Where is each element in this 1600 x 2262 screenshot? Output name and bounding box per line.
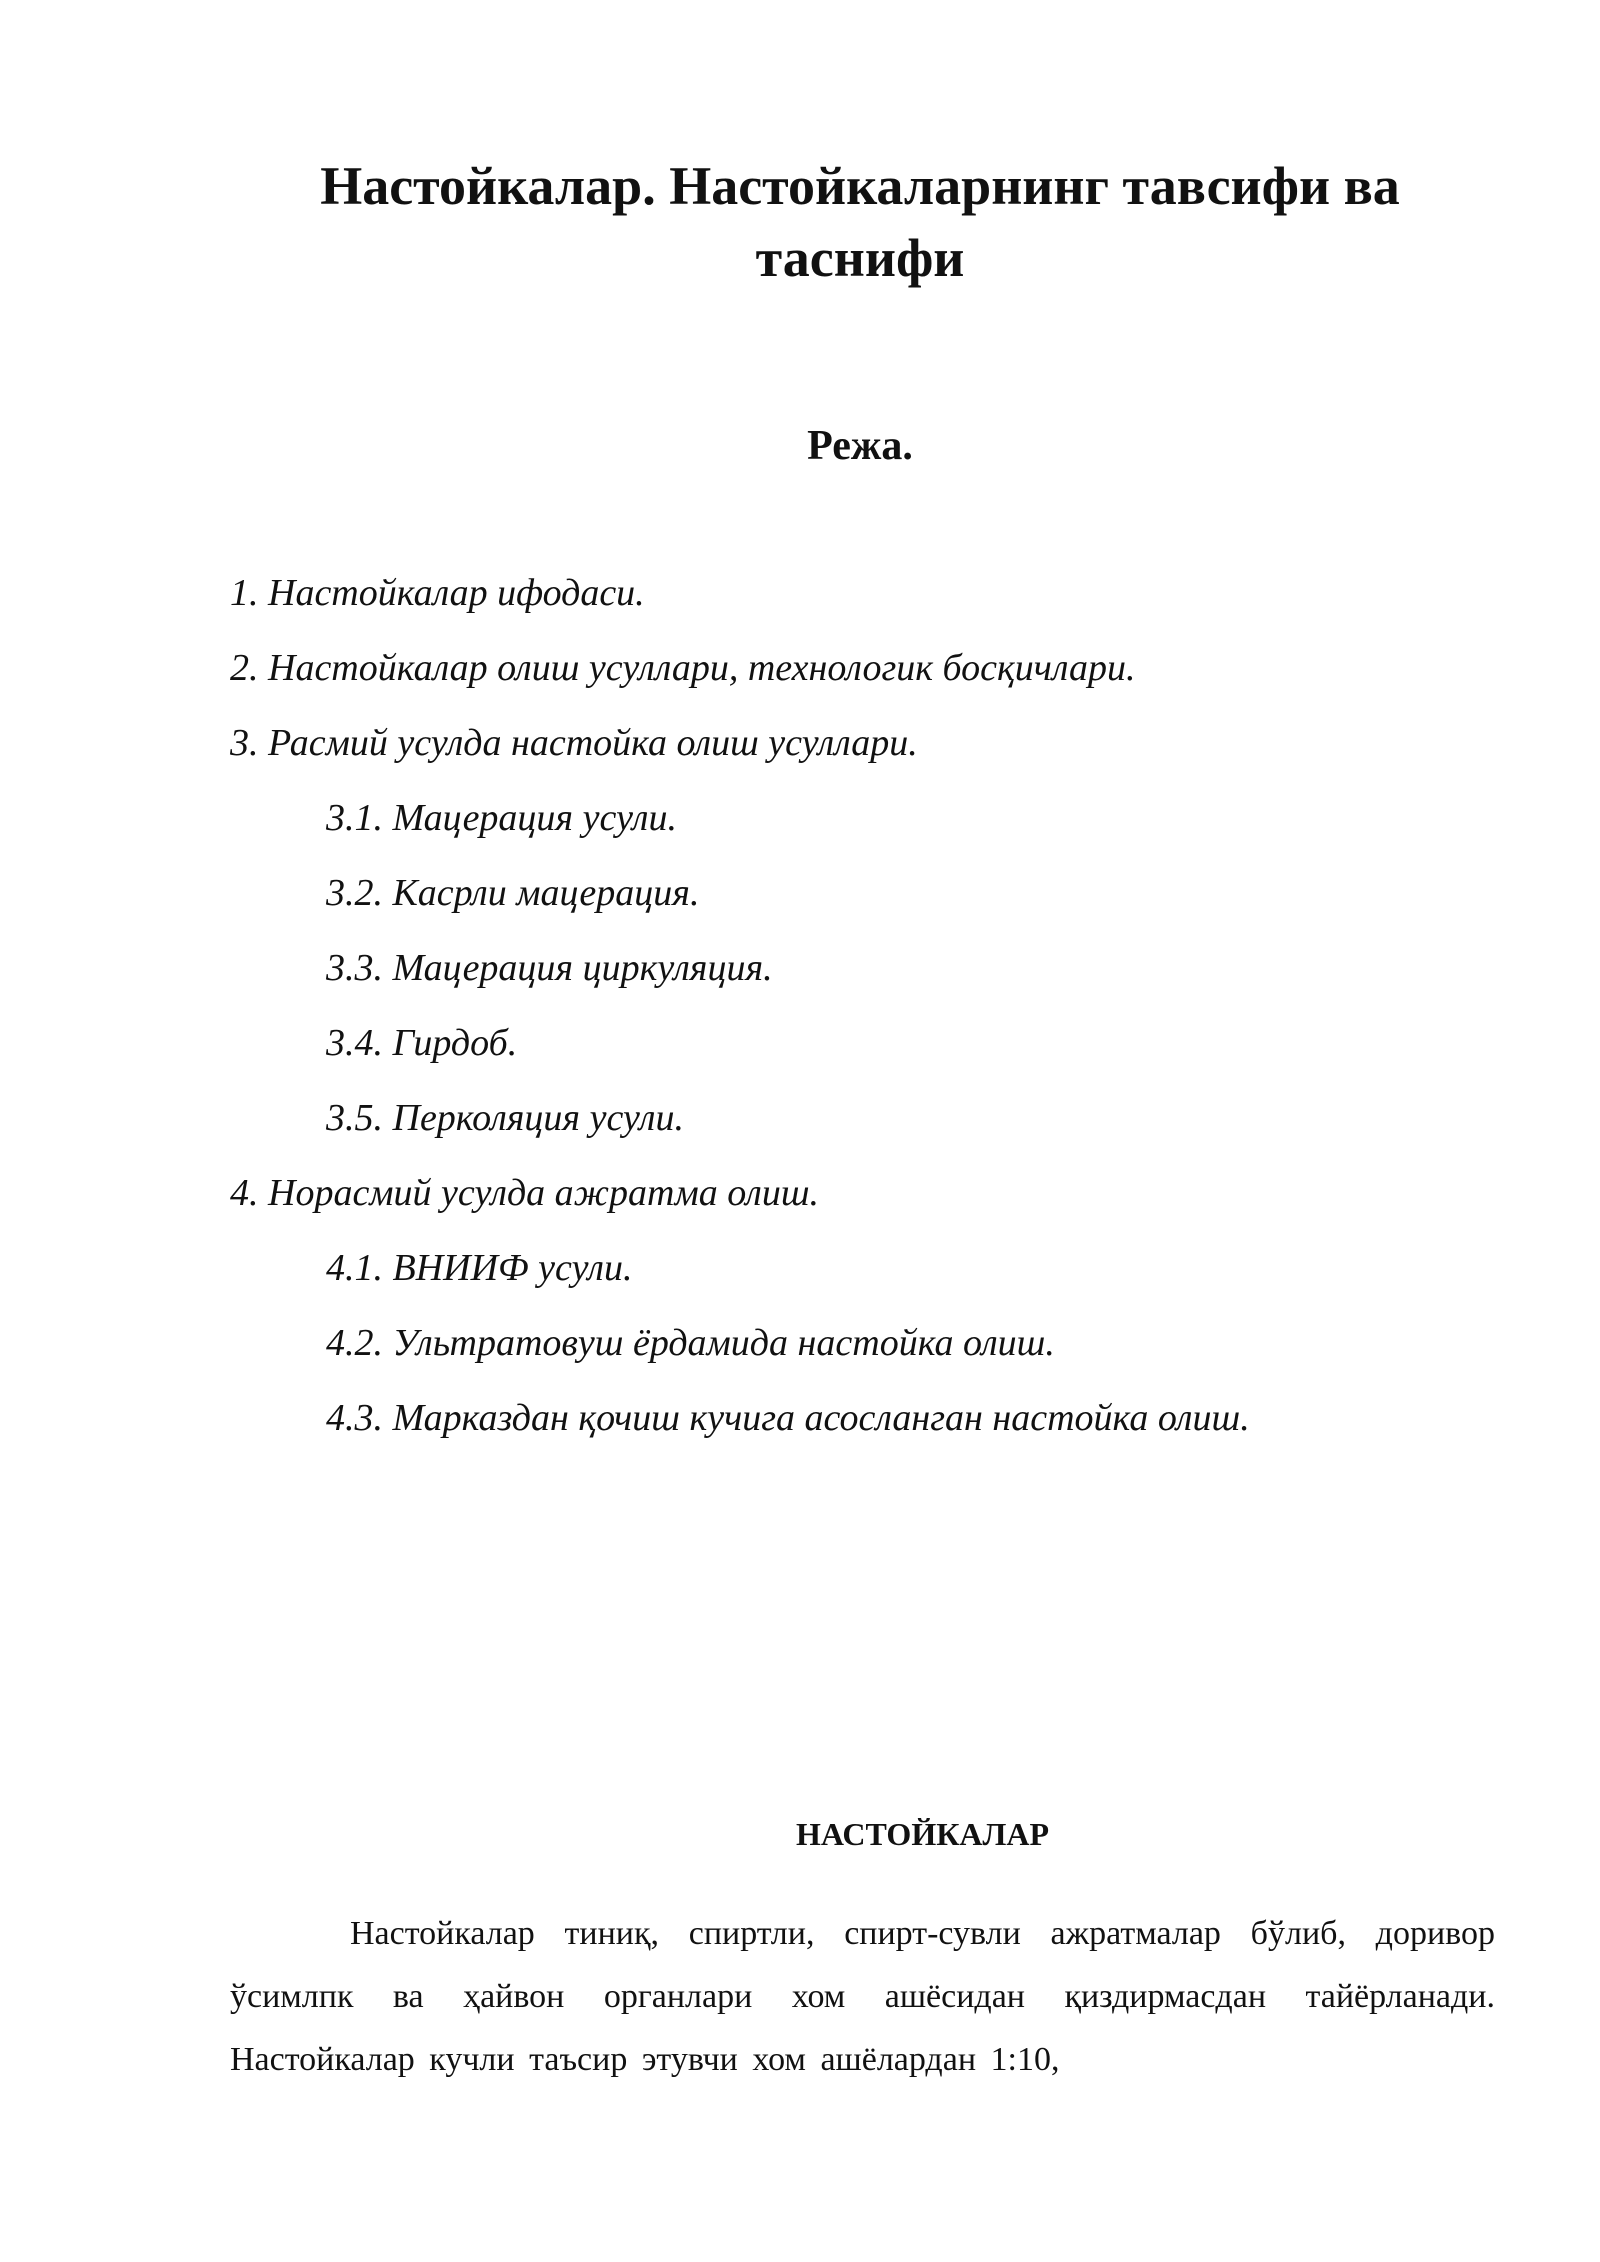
plan-outline-item: 3.2. Касрли мацерация. — [326, 872, 700, 914]
plan-outline-list — [230, 563, 1500, 1463]
plan-outline-item: 3.5. Перколяция усули. — [326, 1097, 684, 1139]
body-paragraph: Настойкалар тиниқ, спиртли, спирт-сувли ажратмалар бўлиб, доривор ўсимлпк ва ҳайвон органлари хом ашёсидан қиздирмасдан тайёрланади. Настойкалар кучли таъсир этувчи хом ашёлардан 1:10, — [230, 1915, 1495, 2078]
plan-outline-item: 4.3. Марказдан қочиш кучига асосланган настойка олиш. — [326, 1397, 1250, 1439]
plan-outline-item: 1. Настойкалар ифодаси. — [230, 572, 645, 614]
plan-outline-item: 3.4. Гирдоб. — [326, 1022, 518, 1064]
plan-heading: Режа. — [807, 423, 913, 469]
plan-outline-item: 3.3. Мацерация циркуляция. — [326, 947, 773, 989]
section-heading: НАСТОЙКАЛАР — [795, 1816, 1050, 1852]
plan-outline-item: 2. Настойкалар олиш усуллари, технологик босқичлари. — [230, 647, 1136, 689]
document-title: Настойкалар. Настойкаларнинг тавсифи ва таснифи — [320, 156, 1400, 288]
plan-outline-item: 4.1. ВНИИФ усули. — [326, 1247, 633, 1289]
plan-outline-item: 4. Норасмий усулда ажратма олиш. — [230, 1172, 820, 1214]
plan-outline-item: 3. Расмий усулда настойка олиш усуллари. — [230, 722, 918, 764]
plan-outline-item: 3.1. Мацерация усули. — [326, 797, 677, 839]
plan-outline-item: 4.2. Ультратовуш ёрдамида настойка олиш. — [326, 1322, 1055, 1364]
